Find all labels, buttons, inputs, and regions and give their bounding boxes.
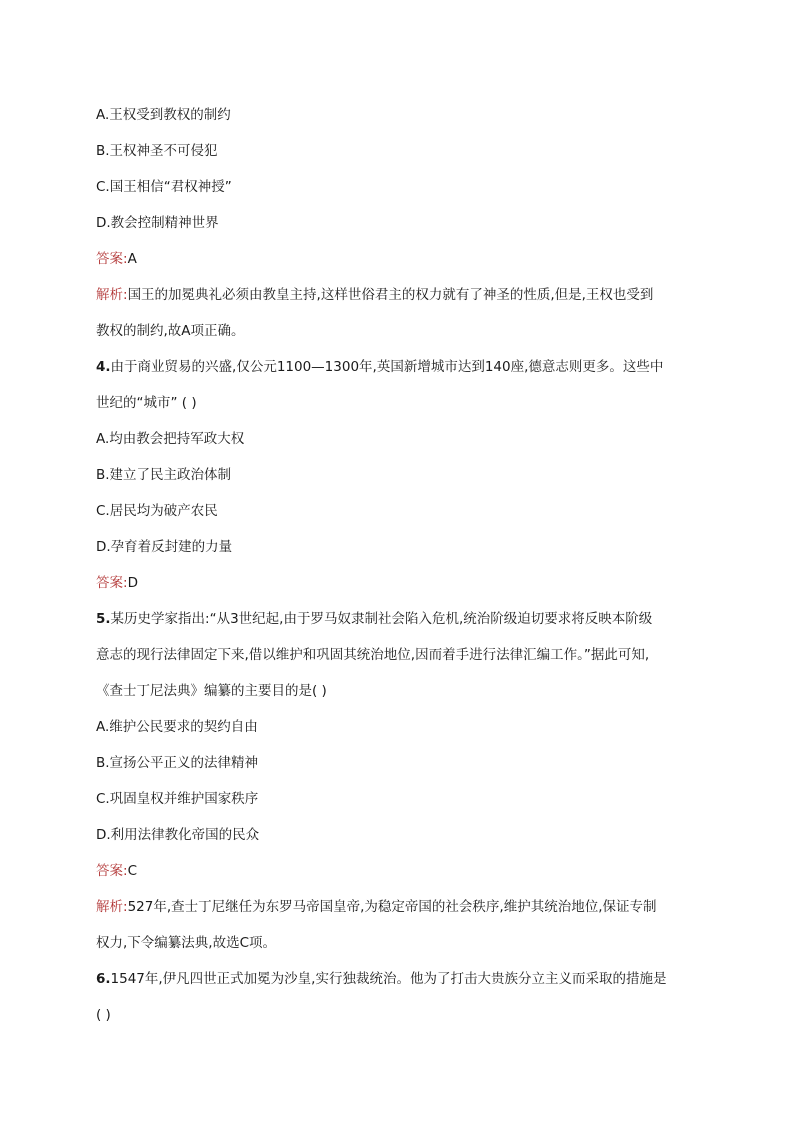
q3-answer-label: 答案: [96, 251, 128, 267]
q6-stem-line2: ( ) [96, 1007, 111, 1023]
q4-answer [96, 573, 696, 593]
q3-analysis-line2: 教权的制约,故A项正确。 [96, 323, 245, 339]
q4-stem-line1 [96, 357, 696, 377]
q5-analysis-line2: 权力,下令编纂法典,故选C项。 [96, 935, 277, 951]
q4-number: 4. [96, 359, 111, 375]
q5-option-c: C.巩固皇权并维护国家秩序 [96, 791, 259, 807]
q6-number: 6. [96, 971, 111, 987]
q4-stem-text1: 由于商业贸易的兴盛,仅公元1100—1300年,英国新增城市达到140座,德意志则更多。这些中 [110, 359, 664, 375]
q4-answer-label: 答案: [96, 575, 128, 591]
q3-option-d: D.教会控制精神世界 [96, 215, 219, 231]
q5-stem-text1: 某历史学家指出:“从3世纪起,由于罗马奴隶制社会陷入危机,统治阶级迫切要求将反映本阶级 [110, 611, 653, 627]
q5-analysis-line1 [96, 897, 696, 917]
q4-option-d: D.孕育着反封建的力量 [96, 539, 233, 555]
q3-option-c: C.国王相信“君权神授” [96, 179, 232, 195]
q4-option-b: B.建立了民主政治体制 [96, 467, 232, 483]
q3-answer [96, 249, 696, 269]
q5-option-a: A.维护公民要求的契约自由 [96, 719, 258, 735]
q5-number: 5. [96, 611, 111, 627]
q4-stem-line2: 世纪的“城市” ( ) [96, 395, 197, 411]
q5-answer [96, 861, 696, 881]
q4-option-a: A.均由教会把持军政大权 [96, 431, 245, 447]
q3-option-a: A.王权受到教权的制约 [96, 107, 231, 123]
q5-answer-value: C [127, 863, 137, 879]
q5-option-b: B.宣扬公平正义的法律精神 [96, 755, 259, 771]
q3-analysis-text1: 国王的加冕典礼必须由教皇主持,这样世俗君主的权力就有了神圣的性质,但是,王权也受到 [127, 287, 654, 303]
q5-stem-line3: 《查士丁尼法典》编纂的主要目的是( ) [96, 683, 327, 699]
q5-option-d: D.利用法律教化帝国的民众 [96, 827, 260, 843]
q5-stem-line1 [96, 609, 696, 629]
q5-stem-line2: 意志的现行法律固定下来,借以维护和巩固其统治地位,因而着手进行法律汇编工作。”据此可知, [96, 647, 650, 663]
q5-analysis-label: 解析: [96, 899, 128, 915]
q5-analysis-text1: 527年,查士丁尼继任为东罗马帝国皇帝,为稳定帝国的社会秩序,维护其统治地位,保证专制 [127, 899, 657, 915]
q4-answer-value: D [127, 575, 138, 591]
q6-stem-text1: 1547年,伊凡四世正式加冕为沙皇,实行独裁统治。他为了打击大贵族分立主义而采取的措施是 [110, 971, 667, 987]
q3-analysis-line1 [96, 285, 696, 305]
q3-option-b: B.王权神圣不可侵犯 [96, 143, 218, 159]
q3-analysis-label: 解析: [96, 287, 128, 303]
q6-stem-line1 [96, 969, 696, 989]
q3-answer-value: A [127, 251, 137, 267]
q5-answer-label: 答案: [96, 863, 128, 879]
q4-option-c: C.居民均为破产农民 [96, 503, 218, 519]
